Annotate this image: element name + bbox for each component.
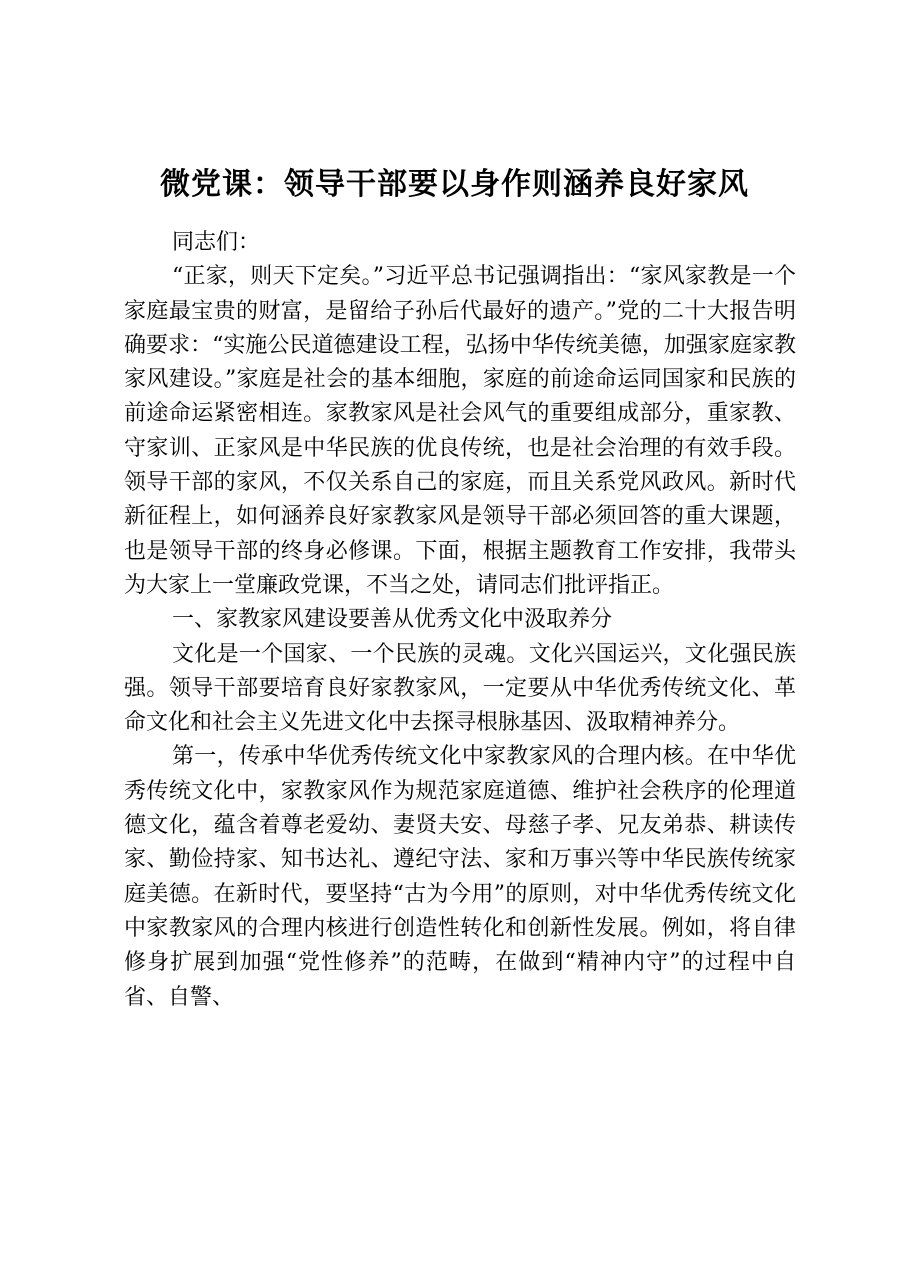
section-heading-1: 一、家教家风建设要善从优秀文化中汲取养分 (172, 607, 613, 633)
paragraph-point-1: 第一，传承中华优秀传统文化中家教家风的合理内核。在中华优秀传统文化中，家教家风作为规范家庭道德、维护社会秩序的伦理道德文化，蕴含着尊老爱幼、妻贤夫安、母慈子孝、兄友弟恭、耕读传家、勤俭持家、知书达礼、遵纪守法、家和万事兴等中华民族传统家庭美德。在新时代，要坚持“古为今用”的原则，对中华优秀传统文化中家教家风的合理内核进行创造性转化和创新性发展。例如，将自律修身扩展到加强“党性修养”的范畴，在做到“精神内守”的过程中自省、自警、 (124, 744, 796, 1010)
paragraph-introduction: “正家，则天下定矣。”习近平总书记强调指出：“家风家教是一个家庭最宝贵的财富，是留给子孙后代最好的遗产。”党的二十大报告明确要求：“实施公民道德建设工程，弘扬中华传统美德，加强家庭家教家风建设。”家庭是社会的基本细胞，家庭的前途命运同国家和民族的前途命运紧密相连。家教家风是社会风气的重要组成部分，重家教、守家训、正家风是中华民族的优良传统，也是社会治理的有效手段。领导干部的家风，不仅关系自己的家庭，而且关系党风政风。新时代新征程上，如何涵养良好家教家风是领导干部必须回答的重大课题，也是领导干部的终身必修课。下面，根据主题教育工作安排，我带头为大家上一堂廉政党课，不当之处，请同志们批评指正。 (124, 264, 796, 598)
document-title: 微党课：领导干部要以身作则涵养良好家风 (160, 167, 749, 202)
document-body (124, 226, 796, 1015)
paragraph-section-1-intro: 文化是一个国家、一个民族的灵魂。文化兴国运兴，文化强民族强。领导干部要培育良好家教家风，一定要从中华优秀传统文化、革命文化和社会主义先进文化中去探寻根脉基因、汲取精神养分。 (124, 641, 796, 736)
paragraph-salutation: 同志们： (172, 230, 261, 255)
